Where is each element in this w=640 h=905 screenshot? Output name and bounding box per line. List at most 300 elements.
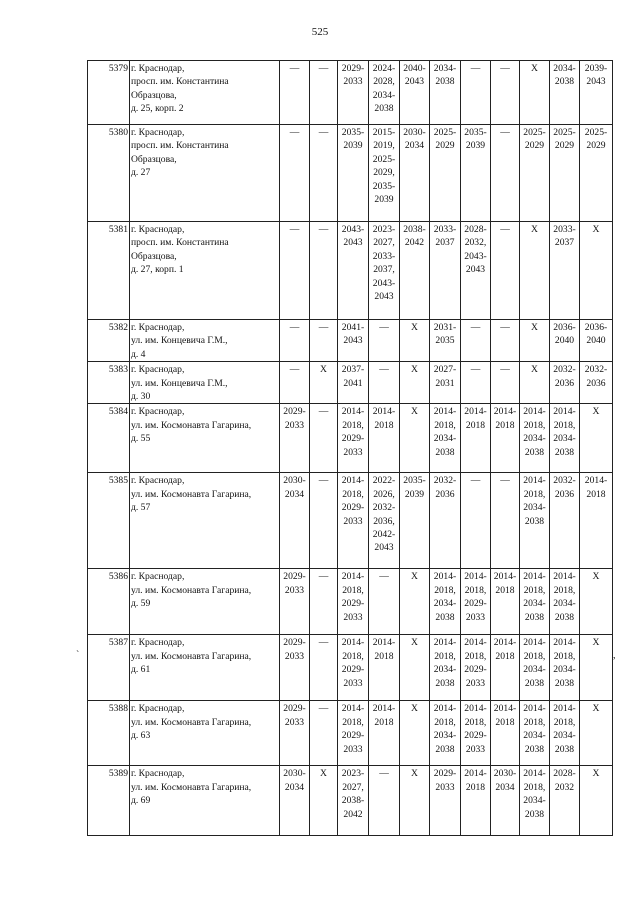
address-cell <box>130 766 280 836</box>
period-line: X <box>592 406 600 418</box>
period-line: 2018, <box>523 716 546 728</box>
period-cell <box>280 701 310 766</box>
period-line: 2014- <box>464 571 487 583</box>
period-line: 2027, <box>373 237 395 249</box>
period-line: 2033 <box>343 515 363 527</box>
period-line: 2034 <box>404 140 425 152</box>
period-line: 2014- <box>464 406 487 418</box>
period-line: 2029 <box>524 140 545 152</box>
period-line: 2032 <box>554 781 575 793</box>
period-cell <box>430 222 461 320</box>
period-line: 2039 <box>465 140 486 152</box>
period-cell <box>580 320 613 362</box>
period-cell <box>520 320 550 362</box>
period-cell <box>580 701 613 766</box>
period-line: 2033 <box>343 677 363 689</box>
period-cell <box>430 766 461 836</box>
period-cell <box>580 61 613 125</box>
period-line: X <box>411 406 418 418</box>
period-line: — <box>379 322 389 333</box>
period-cell <box>400 569 430 635</box>
address-cell <box>130 125 280 222</box>
period-line: 2018, <box>553 716 576 728</box>
period-line: 2014- <box>372 703 396 715</box>
address-line: г. Краснодар, <box>131 322 185 333</box>
period-line: — <box>318 63 329 74</box>
period-line: — <box>289 63 300 74</box>
period-line: 2033 <box>284 419 305 431</box>
period-line: 2027, <box>342 781 364 793</box>
period-line: 2029 <box>435 140 455 152</box>
address-cell <box>130 569 280 635</box>
period-cell <box>461 473 491 569</box>
period-cell <box>461 569 491 635</box>
table-row <box>88 473 613 569</box>
period-line: 2018 <box>495 716 515 728</box>
period-line: 2033 <box>284 716 305 728</box>
period-line: 2034- <box>553 598 576 610</box>
period-line: 2038 <box>524 611 545 623</box>
period-cell <box>520 362 550 404</box>
period-cell <box>400 404 430 473</box>
period-line: 2029- <box>433 768 457 780</box>
period-cell <box>491 635 520 701</box>
period-line: — <box>470 475 481 487</box>
period-cell <box>310 320 338 362</box>
period-cell <box>338 701 369 766</box>
period-cell <box>338 635 369 701</box>
period-cell <box>280 404 310 473</box>
period-line: 2014- <box>553 571 576 583</box>
period-cell <box>338 61 369 125</box>
period-line: 2014- <box>433 637 457 649</box>
period-cell <box>550 635 580 701</box>
period-line: 2014- <box>433 703 457 715</box>
table-row <box>88 125 613 222</box>
period-line: 2029- <box>341 502 365 514</box>
period-line: 2014- <box>341 637 365 649</box>
registry-table <box>87 60 613 836</box>
period-line: 2029- <box>341 598 365 610</box>
period-line: 2029- <box>341 63 365 74</box>
period-line: 2037 <box>435 237 455 249</box>
period-line: 2018 <box>374 716 394 728</box>
period-line: 2032- <box>433 475 457 487</box>
period-line: 2018, <box>342 650 364 662</box>
address-line: ул. им. Космонавта Гагарина, <box>131 488 252 500</box>
row-number: 5382 <box>88 320 130 362</box>
period-line: 2014- <box>341 475 365 487</box>
period-line: 2018, <box>464 650 487 662</box>
period-line: — <box>289 364 300 376</box>
period-line: 2030- <box>403 127 426 138</box>
table-row <box>88 701 613 766</box>
period-cell <box>550 125 580 222</box>
period-line: 2014- <box>464 768 487 780</box>
period-line: 2018, <box>523 584 546 596</box>
period-line: — <box>318 224 329 235</box>
period-cell <box>338 320 369 362</box>
period-line: 2025- <box>372 153 396 165</box>
period-line: 2014- <box>464 637 487 649</box>
period-cell <box>461 404 491 473</box>
period-cell <box>310 569 338 635</box>
period-cell <box>520 701 550 766</box>
period-cell <box>430 362 461 404</box>
period-cell <box>550 362 580 404</box>
period-line: 2033 <box>465 677 486 689</box>
period-line: 2033 <box>465 611 486 623</box>
period-line: 2014- <box>523 637 546 649</box>
period-cell <box>520 635 550 701</box>
period-line: 2028- <box>464 224 487 235</box>
period-cell <box>550 320 580 362</box>
period-line: 2018 <box>495 419 515 431</box>
period-line: 2033 <box>343 76 363 88</box>
period-cell <box>310 473 338 569</box>
period-line: X <box>531 322 538 333</box>
period-line: 2036- <box>584 322 608 333</box>
period-line: 2042 <box>404 237 425 249</box>
address-line: Образцова, <box>131 250 177 262</box>
period-line: 2034- <box>523 433 546 445</box>
period-line: 2029 <box>586 140 606 152</box>
period-line: 2028- <box>553 768 576 780</box>
period-cell <box>310 362 338 404</box>
period-line: 2030- <box>283 475 306 487</box>
address-line: д. 4 <box>131 348 146 360</box>
period-line: 2014- <box>584 475 608 487</box>
period-line: 2034- <box>523 664 546 676</box>
period-line: 2033- <box>433 224 457 235</box>
address-line: д. 59 <box>131 598 151 610</box>
period-line: 2040 <box>586 335 606 347</box>
period-line: — <box>318 127 329 138</box>
period-line: 2015- <box>372 127 396 138</box>
period-cell <box>520 404 550 473</box>
address-line: д. 27 <box>131 167 151 179</box>
table-row <box>88 320 613 362</box>
table-row <box>88 222 613 320</box>
period-line: 2014- <box>493 406 517 418</box>
period-cell <box>491 320 520 362</box>
period-line: 2040- <box>403 63 426 74</box>
period-line: 2014- <box>372 637 396 649</box>
address-cell <box>130 404 280 473</box>
period-cell <box>580 222 613 320</box>
period-line: 2018, <box>523 419 546 431</box>
period-line: 2038 <box>524 677 545 689</box>
period-line: 2041- <box>341 322 365 333</box>
period-line: 2034- <box>553 664 576 676</box>
period-line: 2038 <box>435 611 455 623</box>
period-line: 2042 <box>343 808 363 820</box>
row-number: 5383 <box>88 362 130 404</box>
address-line: ул. им. Космонавта Гагарина, <box>131 716 252 728</box>
period-line: 2025- <box>553 127 576 138</box>
address-cell <box>130 473 280 569</box>
period-cell <box>580 766 613 836</box>
period-cell <box>400 320 430 362</box>
address-line: д. 63 <box>131 730 151 742</box>
address-line: г. Краснодар, <box>131 127 185 138</box>
period-line: 2038 <box>435 76 455 88</box>
period-line: 2034- <box>433 664 457 676</box>
period-line: 2033 <box>435 781 455 793</box>
period-line: 2033 <box>284 584 305 596</box>
period-line: — <box>470 364 481 376</box>
period-cell <box>520 125 550 222</box>
period-line: 2038 <box>554 611 575 623</box>
period-line: 2031- <box>433 322 457 333</box>
address-line: г. Краснодар, <box>131 571 185 583</box>
period-line: 2035- <box>464 127 487 138</box>
period-line: 2029- <box>283 637 306 649</box>
period-cell <box>430 320 461 362</box>
period-line: 2034- <box>372 89 396 101</box>
period-cell <box>280 362 310 404</box>
period-cell <box>430 125 461 222</box>
period-line: 2034- <box>433 730 457 742</box>
period-line: 2029- <box>283 406 306 418</box>
period-cell <box>461 635 491 701</box>
period-line: 2043 <box>374 291 394 303</box>
period-line: 2018, <box>553 650 576 662</box>
address-line: д. 30 <box>131 391 151 403</box>
period-line: 2018 <box>465 419 486 431</box>
period-cell <box>400 766 430 836</box>
period-cell <box>369 362 400 404</box>
period-line: 2034- <box>523 502 546 514</box>
address-cell <box>130 362 280 404</box>
period-line: 2026, <box>373 488 395 500</box>
period-line: 2014- <box>341 406 365 418</box>
period-line: 2014- <box>523 475 546 487</box>
address-cell <box>130 701 280 766</box>
period-line: 2038- <box>341 795 365 807</box>
period-cell <box>338 222 369 320</box>
period-line: 2043 <box>343 335 363 347</box>
period-line: — <box>500 127 510 138</box>
period-line: 2019, <box>373 140 395 152</box>
address-line: д. 61 <box>131 664 151 676</box>
period-line: 2038 <box>435 677 455 689</box>
period-cell <box>430 701 461 766</box>
period-line: 2018, <box>434 650 456 662</box>
period-line: X <box>531 364 538 376</box>
period-line: 2033 <box>465 743 486 755</box>
row-number: 5385 <box>88 473 130 569</box>
period-cell <box>369 635 400 701</box>
period-cell <box>310 701 338 766</box>
period-line: — <box>289 224 300 235</box>
period-line: 2018, <box>434 716 456 728</box>
period-line: — <box>318 406 329 418</box>
period-line: 2043- <box>464 250 487 262</box>
address-line: просп. им. Константина <box>131 237 229 249</box>
period-line: X <box>411 703 418 715</box>
period-cell <box>430 473 461 569</box>
period-line: 2027- <box>433 364 457 376</box>
period-cell <box>338 362 369 404</box>
period-line: 2029, <box>373 167 395 179</box>
period-line: 2033- <box>372 250 396 262</box>
address-line: д. 69 <box>131 795 151 807</box>
period-line: 2036 <box>435 488 455 500</box>
period-line: 2034 <box>284 488 305 500</box>
period-line: — <box>470 63 481 74</box>
period-line: X <box>592 703 600 715</box>
period-cell <box>280 125 310 222</box>
period-line: — <box>500 475 510 487</box>
period-cell <box>430 569 461 635</box>
period-line: 2018, <box>464 584 487 596</box>
period-line: 2035- <box>341 127 365 138</box>
stray-mark-left: ` <box>76 650 80 661</box>
period-cell <box>580 473 613 569</box>
stray-mark-right: , <box>613 650 616 661</box>
period-cell <box>369 569 400 635</box>
address-line: ул. им. Концевича Г.М., <box>131 335 228 347</box>
period-line: X <box>320 364 327 376</box>
period-cell <box>310 125 338 222</box>
period-line: 2039 <box>404 488 425 500</box>
period-line: — <box>318 571 329 583</box>
period-line: 2030- <box>283 768 306 780</box>
period-line: 2031 <box>435 377 455 389</box>
address-cell <box>130 320 280 362</box>
period-line: 2029- <box>464 664 487 676</box>
period-line: 2018 <box>495 650 515 662</box>
period-line: 2033 <box>343 446 363 458</box>
period-cell <box>550 701 580 766</box>
period-line: — <box>318 322 329 333</box>
period-line: 2018, <box>523 781 546 793</box>
address-line: д. 27, корп. 1 <box>131 264 184 276</box>
period-line: X <box>320 768 327 780</box>
period-cell <box>491 125 520 222</box>
period-line: — <box>379 571 389 583</box>
period-cell <box>491 222 520 320</box>
period-line: 2018 <box>586 488 606 500</box>
period-line: — <box>500 63 510 74</box>
address-line: просп. им. Константина <box>131 76 229 88</box>
period-line: 2024- <box>372 63 396 74</box>
period-line: 2014- <box>523 406 546 418</box>
period-cell <box>580 362 613 404</box>
period-line: 2014- <box>433 406 457 418</box>
address-line: г. Краснодар, <box>131 768 185 780</box>
period-line: 2034 <box>495 781 515 793</box>
period-line: 2043 <box>343 237 363 249</box>
period-line: 2038- <box>403 224 426 235</box>
period-cell <box>400 362 430 404</box>
period-line: 2029- <box>464 598 487 610</box>
row-number: 5384 <box>88 404 130 473</box>
period-cell <box>400 473 430 569</box>
period-cell <box>550 404 580 473</box>
period-line: 2029- <box>341 664 365 676</box>
address-cell <box>130 635 280 701</box>
period-line: 2036 <box>554 488 575 500</box>
period-line: 2036, <box>373 515 395 527</box>
address-line: д. 57 <box>131 502 151 514</box>
period-line: 2038 <box>524 808 545 820</box>
period-line: 2039 <box>343 140 363 152</box>
period-line: — <box>289 127 300 138</box>
period-line: 2018 <box>374 650 394 662</box>
period-cell <box>520 766 550 836</box>
period-line: 2038 <box>524 743 545 755</box>
period-line: 2036 <box>554 377 575 389</box>
period-cell <box>491 473 520 569</box>
period-cell <box>461 701 491 766</box>
period-line: 2014- <box>553 406 576 418</box>
period-line: 2014- <box>553 703 576 715</box>
period-cell <box>338 404 369 473</box>
period-cell <box>369 320 400 362</box>
period-line: 2043 <box>465 264 486 276</box>
period-cell <box>491 404 520 473</box>
address-line: г. Краснодар, <box>131 406 185 418</box>
period-line: 2034 <box>284 781 305 793</box>
period-line: 2018, <box>464 716 487 728</box>
period-line: X <box>531 63 538 74</box>
period-line: 2037- <box>341 364 365 376</box>
period-line: 2018, <box>342 716 364 728</box>
table-row <box>88 61 613 125</box>
period-line: X <box>411 322 418 333</box>
period-cell <box>400 222 430 320</box>
table-row <box>88 766 613 836</box>
period-line: 2033 <box>343 743 363 755</box>
period-line: 2038 <box>435 446 455 458</box>
period-cell <box>520 473 550 569</box>
period-line: 2014- <box>433 571 457 583</box>
period-line: — <box>500 364 510 376</box>
address-cell <box>130 61 280 125</box>
period-cell <box>550 61 580 125</box>
period-line: — <box>500 322 510 333</box>
period-line: 2029- <box>464 730 487 742</box>
period-line: 2034- <box>433 598 457 610</box>
period-line: 2014- <box>523 768 546 780</box>
period-cell <box>338 125 369 222</box>
period-cell <box>280 320 310 362</box>
period-cell <box>310 222 338 320</box>
period-line: 2029- <box>283 703 306 715</box>
period-line: 2018 <box>495 584 515 596</box>
period-line: 2032- <box>372 502 396 514</box>
row-number: 5379 <box>88 61 130 125</box>
address-line: г. Краснодар, <box>131 475 185 487</box>
period-line: 2014- <box>523 703 546 715</box>
period-cell <box>461 766 491 836</box>
period-line: X <box>411 768 418 780</box>
period-cell <box>400 701 430 766</box>
period-line: 2025- <box>584 127 608 138</box>
period-line: 2018, <box>434 584 456 596</box>
row-number: 5386 <box>88 569 130 635</box>
period-cell <box>369 404 400 473</box>
address-line: ул. им. Космонавта Гагарина, <box>131 419 252 431</box>
period-line: 2014- <box>341 703 365 715</box>
period-cell <box>400 125 430 222</box>
address-line: г. Краснодар, <box>131 637 185 649</box>
period-line: 2034- <box>523 795 546 807</box>
period-line: — <box>500 224 510 235</box>
period-line: 2039 <box>374 194 394 206</box>
